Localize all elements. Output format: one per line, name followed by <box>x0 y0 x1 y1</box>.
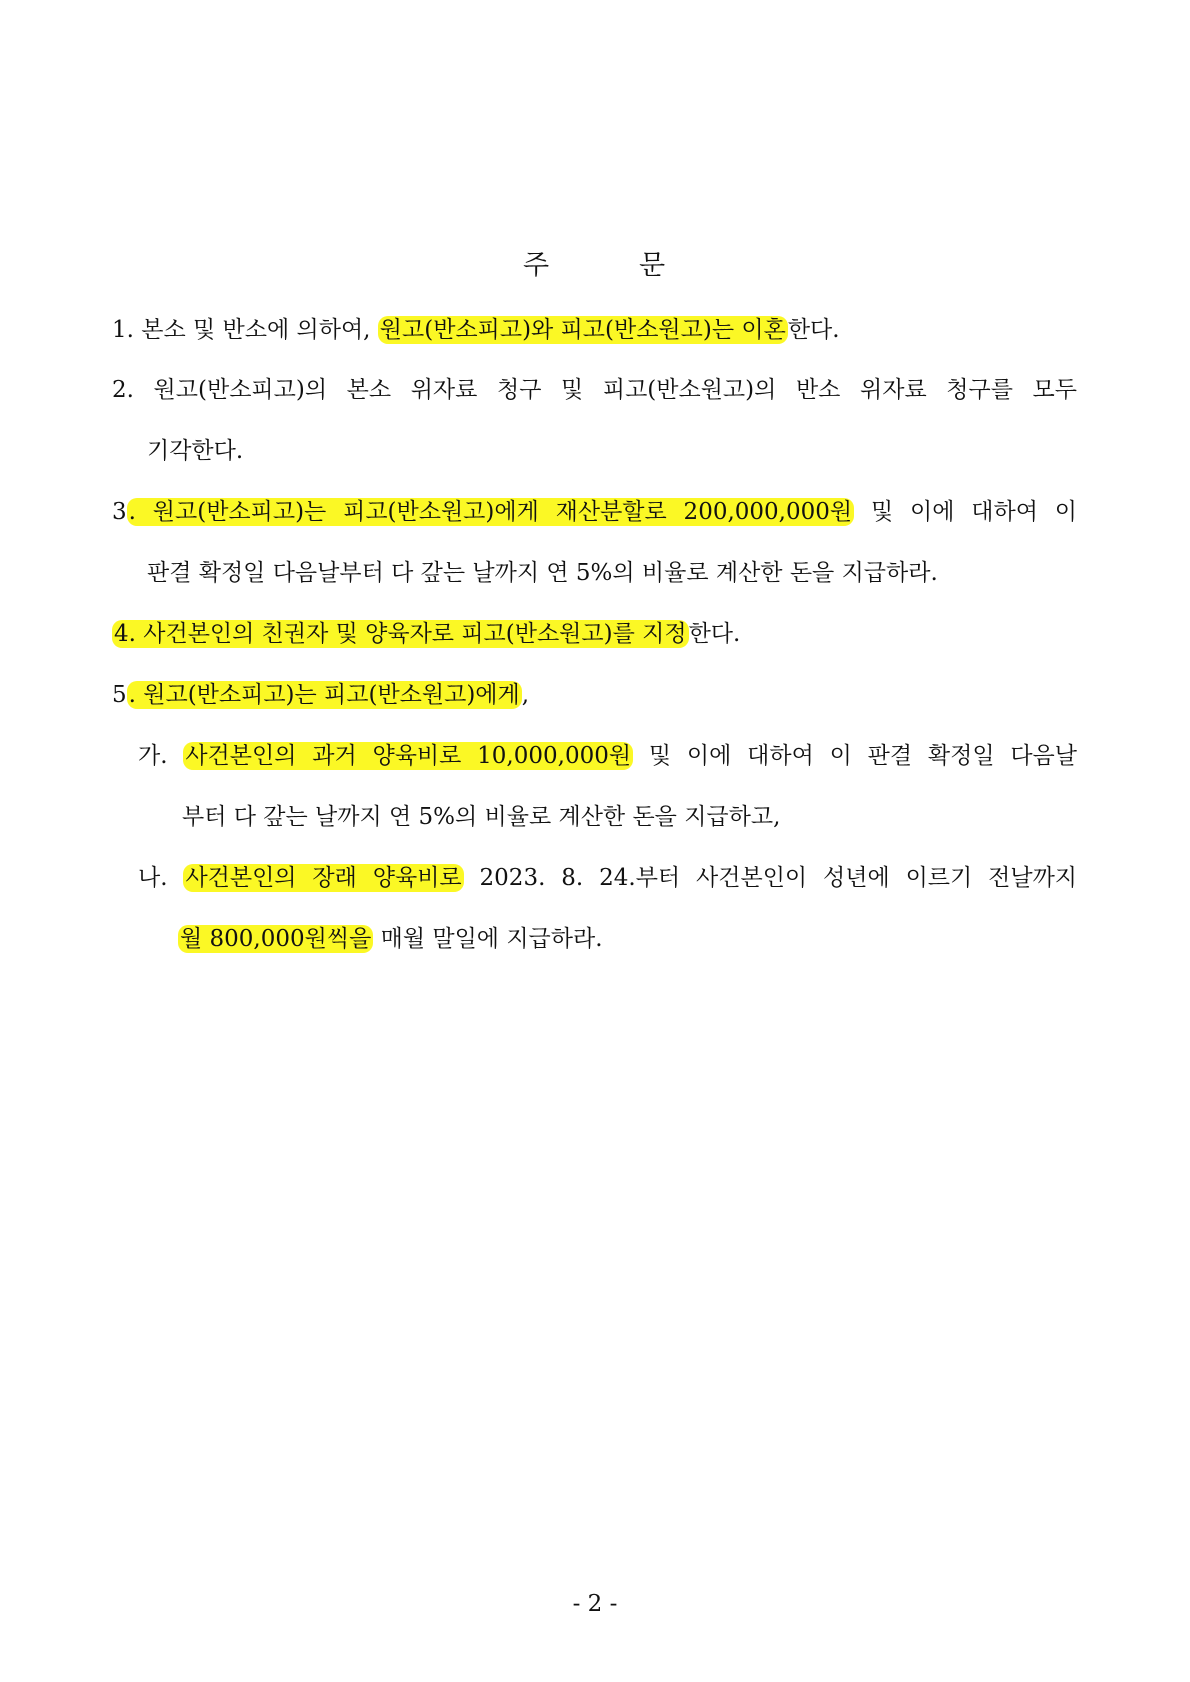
item-text: 2. 원고(반소피고)의 본소 위자료 청구 및 피고(반소원고)의 반소 위자료 청구를 모두 <box>112 377 1077 403</box>
order-subitem-ga <box>138 738 1077 774</box>
highlighted-text: 4. 사건본인의 친권자 및 양육자로 피고(반소원고)를 지정 <box>114 621 687 647</box>
item-text: 판결 확정일 다음날부터 다 갚는 날까지 연 5%의 비율로 계산한 돈을 지급하라. <box>147 560 938 586</box>
item-text: 매월 말일에 지급하라. <box>373 926 603 952</box>
item-number: 5 <box>112 682 127 708</box>
order-subitem-na <box>138 860 1077 896</box>
title-char-1: 주 <box>523 250 550 281</box>
item-text: , <box>521 682 530 708</box>
highlighted-text: 사건본인의 과거 양육비로 10,000,000원 <box>185 743 632 769</box>
order-subitem-na-continued <box>178 921 1077 957</box>
page-number: - 2 - <box>572 1591 618 1617</box>
document-title <box>0 246 1190 286</box>
item-text: 부터 다 갚는 날까지 연 5%의 비율로 계산한 돈을 지급하고, <box>182 804 781 830</box>
subitem-label: 가. <box>138 743 168 769</box>
item-text: 한다. <box>787 317 840 343</box>
highlighted-text: 월 800,000원씩을 <box>180 926 372 952</box>
title-char-2: 문 <box>639 250 666 281</box>
order-subitem-ga-continued <box>182 799 1077 835</box>
order-item-1 <box>112 312 1077 348</box>
subitem-label: 나. <box>138 865 168 891</box>
highlighted-text: . 원고(반소피고)는 피고(반소원고)에게 재산분할로 200,000,000원 <box>128 499 853 525</box>
order-item-3 <box>112 494 1077 530</box>
item-text: 및 이에 대하여 이 <box>854 499 1077 525</box>
order-item-4 <box>112 616 1077 652</box>
order-item-2-continued <box>147 433 1077 469</box>
item-number: 1. <box>112 317 134 343</box>
highlighted-text: 원고(반소피고)와 피고(반소원고)는 이혼 <box>379 317 786 343</box>
item-text: 본소 및 반소에 의하여, <box>133 317 378 343</box>
item-text: 기각한다. <box>147 438 244 464</box>
item-number: 3 <box>112 499 127 525</box>
order-item-2 <box>112 372 1077 408</box>
highlighted-text: . 원고(반소피고)는 피고(반소원고)에게 <box>128 682 520 708</box>
item-text: 한다. <box>688 621 741 647</box>
order-item-3-continued <box>147 555 1077 591</box>
highlighted-text: 사건본인의 장래 양육비로 <box>185 865 462 891</box>
order-item-5 <box>112 677 1077 713</box>
item-text: 및 이에 대하여 이 판결 확정일 다음날 <box>633 743 1077 769</box>
item-text: 2023. 8. 24.부터 사건본인이 성년에 이르기 전날까지 <box>463 865 1078 891</box>
